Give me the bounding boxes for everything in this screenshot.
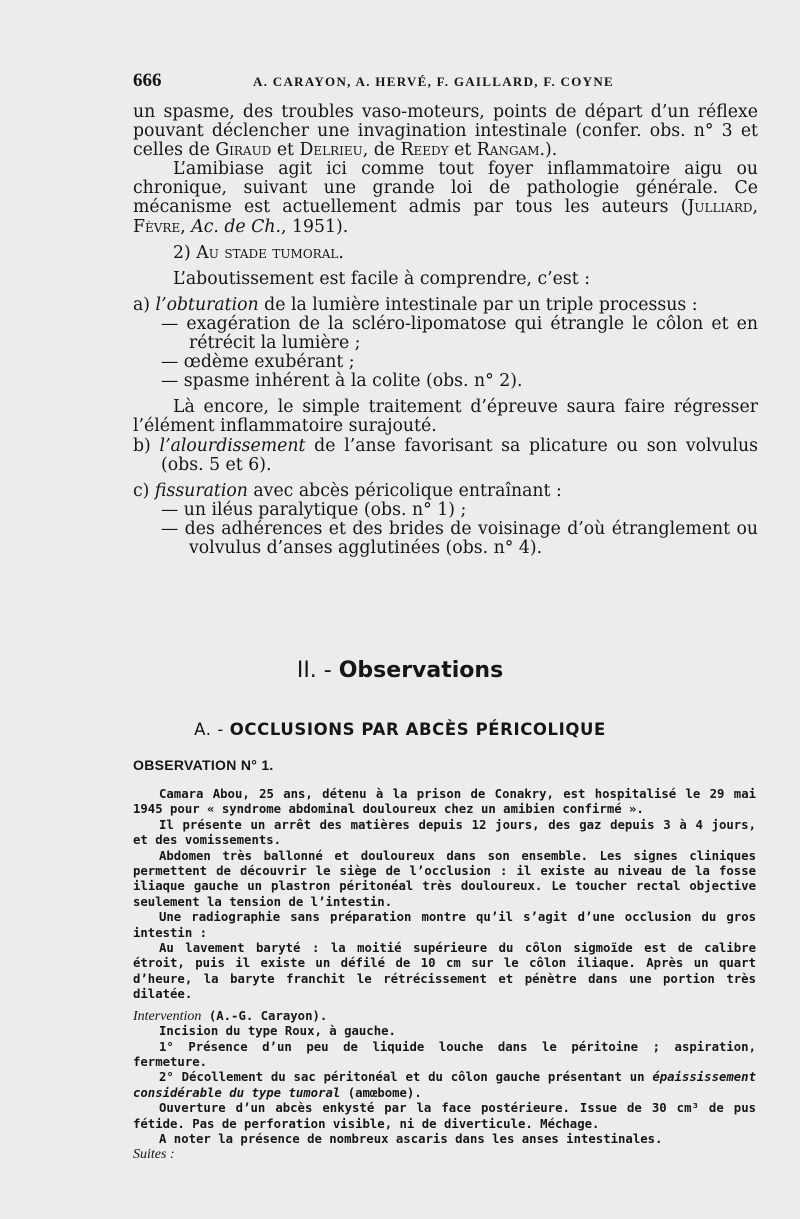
section-title: II. - Observations <box>296 658 504 683</box>
suites-label: Suites : <box>133 1147 175 1163</box>
dash-item: — spasme inhérent à la colite (obs. n° 2). <box>161 371 523 392</box>
observation-line: Au lavement baryté : la moitié supérieure du côlon sigmoïde est de calibre étroit, puis il existe un défilé de 10 cm sur le côlon iliaque. Après un quart d’heure, la baryte franchit le rétrécissement et pénètre dans une portion très dilatée. <box>133 941 756 1002</box>
observation-line: Camara Abou, 25 ans, détenu à la prison de Conakry, est hospitalisé le 29 mai 1945 pour « syndrome abdominal douloureux chez un amibien confirmé ». <box>133 787 756 817</box>
observation-heading: OBSERVATION N° 1. <box>133 757 274 773</box>
intervention-step: 1° Présence d’un peu de liquide louche dans le péritoine ; aspiration, fermeture. <box>133 1039 756 1069</box>
dash-item: — des adhérences et des brides de voisinage d’où étranglement ou volvulus d’anses agglutinées (obs. n° 4). <box>161 518 758 558</box>
main-text <box>133 103 758 558</box>
paragraph: Là encore, le simple traitement d’épreuve saura faire régresser l’élément inflammatoire surajouté. <box>133 397 758 437</box>
page-number: 666 <box>133 70 162 91</box>
intervention-step: A noter la présence de nombreux ascaris dans les anses intestinales. <box>159 1131 663 1146</box>
observation-line: Une radiographie sans préparation montre qu’il s’agit d’une occlusion du gros intestin : <box>133 910 756 940</box>
intervention-heading: Intervention (A.-G. Carayon). <box>133 1008 328 1024</box>
dash-item: — exagération de la scléro-lipomatose qui étrangle le côlon et en rétrécit la lumière ; <box>161 313 758 354</box>
observation-line: Abdomen très ballonné et douloureux dans son ensemble. Les signes cliniques permettent de découvrir le siège de l’occlusion : il existe au niveau de la fosse iliaque gauche un plastron péritonéal très douloureux. Le toucher rectal objective seulement la tension de l’intestin. <box>133 848 756 909</box>
running-header <box>133 70 758 96</box>
intervention-step: Ouverture d’un abcès enkysté par la face postérieure. Issue de 30 cm³ de pus fétide. Pas de perforation visible, ni de diverticule. Méchage. <box>133 1101 756 1131</box>
list-item: c) fissuration avec abcès péricolique entraînant : <box>133 480 562 501</box>
observation-line: Il présente un arrêt des matières depuis 12 jours, des gaz depuis 3 à 4 jours, et des vomissements. <box>133 817 756 848</box>
authors-line: A. CARAYON, A. HERVÉ, F. GAILLARD, F. COYNE <box>253 74 614 89</box>
subheading: 2) Au stade tumoral. <box>173 242 344 263</box>
intervention-step: Incision du type Roux, à gauche. <box>159 1024 396 1039</box>
paragraph: L’aboutissement est facile à comprendre, c’est : <box>173 268 591 289</box>
observation-text <box>133 787 756 1163</box>
intervention-step: 2° Décollement du sac péritonéal et du côlon gauche présentant un épaississement considérable du type tumoral (amœbome). <box>133 1070 756 1100</box>
list-item: b) l’alourdissement de l’anse favorisant sa plicature ou son volvulus (obs. 5 et 6). <box>133 435 758 475</box>
subsection-title: A. - OCCLUSIONS PAR ABCÈS PÉRICOLIQUE <box>194 720 606 739</box>
dash-item: — œdème exubérant ; <box>161 352 355 373</box>
list-item: a) l’obturation de la lumière intestinale par un triple processus : <box>133 294 698 315</box>
dash-item: — un iléus paralytique (obs. n° 1) ; <box>161 499 467 520</box>
paragraph: un spasme, des troubles vaso-moteurs, points de départ d’un réflexe pouvant déclencher une invagination intestinale (confer. obs. n° 3 et celles de Giraud et Delrieu, de Reedy et Rangam.). <box>133 102 758 161</box>
paragraph: L’amibiase agit ici comme tout foyer inflammatoire aigu ou chronique, suivant une grande loi de pathologie générale. Ce mécanisme est actuellement admis par tous les auteurs (Julliard, Fèvre, Ac. de Ch., 1951). <box>133 159 758 237</box>
